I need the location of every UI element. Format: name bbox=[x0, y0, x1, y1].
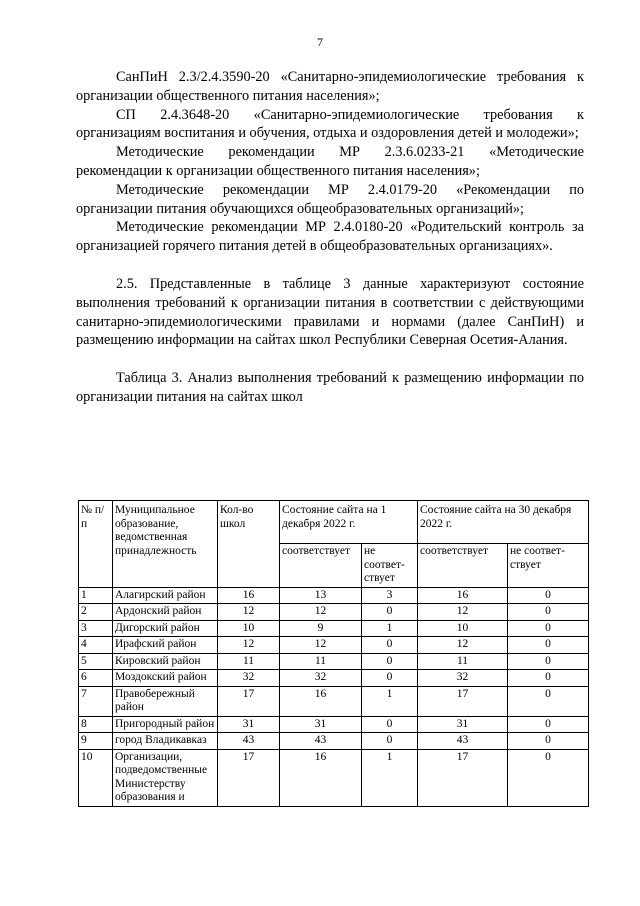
row-num: 4 bbox=[79, 637, 113, 654]
row-d1-complies: 16 bbox=[280, 686, 362, 716]
row-d2-not-complies: 0 bbox=[508, 587, 589, 604]
row-d1-complies: 32 bbox=[280, 670, 362, 687]
row-d1-complies: 31 bbox=[280, 716, 362, 733]
paragraph-mr-0233: Методические рекомендации МР 2.3.6.0233-21 «Методические рекомендации к организации общественного питания населения»; bbox=[76, 144, 584, 179]
row-d2-complies: 12 bbox=[418, 637, 508, 654]
header-complies-2: соответствует bbox=[418, 544, 508, 588]
table-row bbox=[79, 716, 589, 733]
row-d2-complies: 17 bbox=[418, 749, 508, 806]
row-name: город Владикавказ bbox=[113, 733, 218, 750]
row-num: 5 bbox=[79, 653, 113, 670]
row-d2-complies: 11 bbox=[418, 653, 508, 670]
header-count: Кол-во школ bbox=[218, 501, 280, 588]
table-row bbox=[79, 620, 589, 637]
header-state-dec-30: Состояние сайта на 30 декабря 2022 г. bbox=[418, 501, 589, 544]
row-d1-not-complies: 1 bbox=[362, 686, 418, 716]
row-count: 17 bbox=[218, 749, 280, 806]
paragraph-mr-0180: Методические рекомендации МР 2.4.0180-20 «Родительский контроль за организацией горячего питания детей в общеобразовательных организациях». bbox=[76, 219, 584, 255]
row-name: Организации, подведомственные Министерству образования и bbox=[113, 749, 218, 806]
table-row bbox=[79, 637, 589, 654]
row-d1-not-complies: 0 bbox=[362, 604, 418, 621]
row-d1-complies: 9 bbox=[280, 620, 362, 637]
row-d1-complies: 12 bbox=[280, 637, 362, 654]
row-d1-complies: 16 bbox=[280, 749, 362, 806]
paragraph-section-2-5: 2.5. Представленные в таблице 3 данные характеризуют состояние выполнения требований к организации питания в соответствии с действующими санитарно-эпидемиологическими правилами и нормами (далее СанПиН) и размещению информации на сайтах школ Республики Северная Осетия-Алания. bbox=[76, 275, 584, 349]
table-row bbox=[79, 733, 589, 750]
table-row bbox=[79, 670, 589, 687]
row-count: 43 bbox=[218, 733, 280, 750]
row-d2-complies: 17 bbox=[418, 686, 508, 716]
table-row bbox=[79, 686, 589, 716]
row-count: 31 bbox=[218, 716, 280, 733]
row-d2-complies: 43 bbox=[418, 733, 508, 750]
row-name: Алагирский район bbox=[113, 587, 218, 604]
row-num: 3 bbox=[79, 620, 113, 637]
row-d2-complies: 10 bbox=[418, 620, 508, 637]
header-complies-1: соответствует bbox=[280, 544, 362, 588]
paragraph-sp: СП 2.4.3648-20 «Санитарно-эпидемиологические требования к организациям воспитания и обучения, отдыха и оздоровления детей и молодежи»; bbox=[76, 106, 584, 142]
row-num: 8 bbox=[79, 716, 113, 733]
table-row bbox=[79, 604, 589, 621]
row-num: 7 bbox=[79, 686, 113, 716]
table-row bbox=[79, 587, 589, 604]
table-3 bbox=[78, 500, 589, 807]
row-d1-not-complies: 0 bbox=[362, 670, 418, 687]
row-num: 2 bbox=[79, 604, 113, 621]
table-row bbox=[79, 653, 589, 670]
row-count: 12 bbox=[218, 637, 280, 654]
row-count: 12 bbox=[218, 604, 280, 621]
row-d1-complies: 11 bbox=[280, 653, 362, 670]
row-d1-not-complies: 0 bbox=[362, 637, 418, 654]
row-count: 11 bbox=[218, 653, 280, 670]
row-d2-not-complies: 0 bbox=[508, 620, 589, 637]
row-d1-complies: 12 bbox=[280, 604, 362, 621]
header-municipality: Муниципальное образование, ведомственная принадлежность bbox=[113, 501, 218, 588]
row-count: 16 bbox=[218, 587, 280, 604]
row-d1-not-complies: 0 bbox=[362, 716, 418, 733]
row-d2-not-complies: 0 bbox=[508, 716, 589, 733]
paragraph-mr-0179: Методические рекомендации МР 2.4.0179-20 «Рекомендации по организации питания обучающихся общеобразовательных организаций»; bbox=[76, 181, 584, 217]
row-d1-not-complies: 0 bbox=[362, 653, 418, 670]
row-d1-not-complies: 1 bbox=[362, 749, 418, 806]
row-d2-complies: 12 bbox=[418, 604, 508, 621]
row-d1-not-complies: 1 bbox=[362, 620, 418, 637]
header-not-complies-2: не соответ-ствует bbox=[508, 544, 589, 588]
row-name: Ардонский район bbox=[113, 604, 218, 621]
header-num: № п/п bbox=[79, 501, 113, 588]
row-num: 6 bbox=[79, 670, 113, 687]
row-name: Дигорский район bbox=[113, 620, 218, 637]
row-count: 10 bbox=[218, 620, 280, 637]
row-d2-not-complies: 0 bbox=[508, 749, 589, 806]
paragraph-sanpin: СанПиН 2.3/2.4.3590-20 «Санитарно-эпидемиологические требования к организации общественного питания населения»; bbox=[76, 69, 584, 104]
row-d2-not-complies: 0 bbox=[508, 733, 589, 750]
row-d2-not-complies: 0 bbox=[508, 637, 589, 654]
row-num: 9 bbox=[79, 733, 113, 750]
header-not-complies-1: не соответ-ствует bbox=[362, 544, 418, 588]
table-header-row bbox=[79, 501, 589, 544]
page-number: 7 bbox=[317, 35, 323, 49]
row-d2-complies: 31 bbox=[418, 716, 508, 733]
row-d2-not-complies: 0 bbox=[508, 670, 589, 687]
row-num: 10 bbox=[79, 749, 113, 806]
row-d2-not-complies: 0 bbox=[508, 686, 589, 716]
row-count: 17 bbox=[218, 686, 280, 716]
table-row bbox=[79, 749, 589, 806]
row-name: Пригородный район bbox=[113, 716, 218, 733]
row-d1-complies: 13 bbox=[280, 587, 362, 604]
row-name: Ирафский район bbox=[113, 637, 218, 654]
table-caption: Таблица 3. Анализ выполнения требований к размещению информации по организации питания на сайтах школ bbox=[76, 370, 584, 405]
row-d2-complies: 32 bbox=[418, 670, 508, 687]
row-d2-not-complies: 0 bbox=[508, 653, 589, 670]
row-name: Правобережный район bbox=[113, 686, 218, 716]
row-name: Кировский район bbox=[113, 653, 218, 670]
row-d2-complies: 16 bbox=[418, 587, 508, 604]
row-count: 32 bbox=[218, 670, 280, 687]
document-body bbox=[76, 68, 584, 407]
header-state-dec-1: Состояние сайта на 1 декабря 2022 г. bbox=[280, 501, 418, 544]
row-d1-not-complies: 0 bbox=[362, 733, 418, 750]
row-name: Моздокский район bbox=[113, 670, 218, 687]
row-num: 1 bbox=[79, 587, 113, 604]
row-d1-complies: 43 bbox=[280, 733, 362, 750]
row-d1-not-complies: 3 bbox=[362, 587, 418, 604]
row-d2-not-complies: 0 bbox=[508, 604, 589, 621]
